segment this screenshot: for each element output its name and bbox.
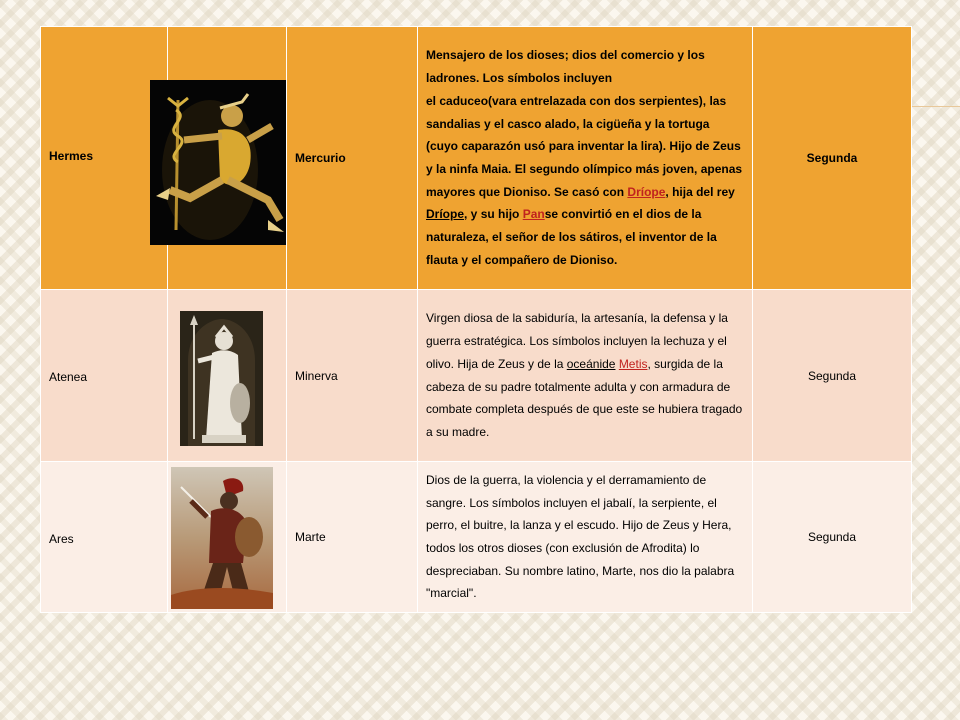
desc-text: , surgida de la cabeza de su padre totalmente adulta y con armadura de combate completa después de que este se hubiera tragado a su madre. bbox=[426, 356, 743, 439]
roman-name-cell bbox=[287, 27, 418, 290]
greek-name-wrap bbox=[49, 290, 159, 461]
hermes-portrait-icon bbox=[150, 80, 286, 245]
description-cell bbox=[418, 290, 753, 462]
desc-text: , y su hijo bbox=[464, 207, 523, 222]
greek-name: Atenea bbox=[49, 370, 88, 384]
greek-name: Ares bbox=[49, 532, 74, 546]
athena-statue-icon bbox=[180, 311, 263, 446]
image-wrap bbox=[168, 462, 286, 612]
decorative-line bbox=[912, 106, 960, 107]
roman-name-cell bbox=[287, 462, 418, 613]
roman-name: Marte bbox=[295, 530, 326, 544]
greek-name-cell bbox=[41, 27, 168, 290]
image-cell bbox=[168, 462, 287, 613]
roman-name: Mercurio bbox=[295, 151, 346, 165]
table-row bbox=[41, 290, 912, 462]
description-cell bbox=[418, 462, 753, 613]
greek-name-wrap bbox=[49, 462, 159, 612]
generation-value: Segunda bbox=[807, 368, 857, 383]
ares-warrior-icon bbox=[171, 467, 273, 609]
table-row bbox=[41, 27, 912, 290]
desc-text: , hija del rey bbox=[665, 184, 735, 199]
desc-text: Dios de la guerra, la violencia y el derramamiento de sangre. Los símbolos incluyen el jabalí, la serpiente, el perro, el buitre, la lanza y el escudo. Hijo de Zeus y Hera, todos los otros dioses (con exclusión de Afrodita) lo despreciaban. Su nombre latino, Marte, nos dio la palabra "marcial". bbox=[426, 472, 735, 601]
greek-name-wrap bbox=[49, 27, 159, 289]
roman-name-cell bbox=[287, 290, 418, 462]
image-wrap bbox=[168, 290, 286, 461]
roman-name: Minerva bbox=[295, 368, 338, 383]
link-driope-king[interactable]: Dríope bbox=[426, 207, 465, 222]
generation-cell bbox=[753, 27, 912, 290]
desc-text: Mensajero de los dioses; dios del comercio y los ladrones. Los símbolos incluyen bbox=[426, 48, 705, 86]
greek-name: Hermes bbox=[49, 149, 94, 163]
link-oceanide[interactable]: oceánide bbox=[566, 356, 616, 371]
generation-cell bbox=[753, 462, 912, 613]
generation-value: Segunda bbox=[806, 151, 858, 165]
image-wrap bbox=[168, 27, 286, 289]
link-driope[interactable]: Dríope bbox=[627, 184, 666, 199]
gods-table bbox=[40, 26, 912, 613]
link-metis[interactable]: Metis bbox=[618, 356, 648, 371]
link-pan[interactable]: Pan bbox=[522, 207, 545, 222]
description-cell bbox=[418, 27, 753, 290]
desc-text: el caduceo(vara entrelazada con dos serpientes), las sandalias y el casco alado, la cigüeña y la tortuga (cuyo caparazón usó para inventar la lira). Hijo de Zeus y la ninfa Maia. El segundo olímpico más joven, apenas mayores que Dioniso. Se casó con bbox=[426, 93, 743, 199]
desc-text: Virgen diosa de la sabiduría, la artesanía, la defensa y la guerra estratégica. Los símbolos incluyen la lechuza y el olivo. Hija de Zeus y de la bbox=[426, 311, 728, 371]
generation-cell bbox=[753, 290, 912, 462]
greek-name-cell bbox=[41, 290, 168, 462]
desc-text: se convirtió en el dios de la naturaleza, el señor de los sátiros, el inventor de la flauta y el compañero de Dioniso. bbox=[426, 207, 717, 267]
generation-value: Segunda bbox=[807, 530, 857, 544]
image-cell bbox=[168, 27, 287, 290]
table-row bbox=[41, 462, 912, 613]
image-cell bbox=[168, 290, 287, 462]
greek-name-cell bbox=[41, 462, 168, 613]
